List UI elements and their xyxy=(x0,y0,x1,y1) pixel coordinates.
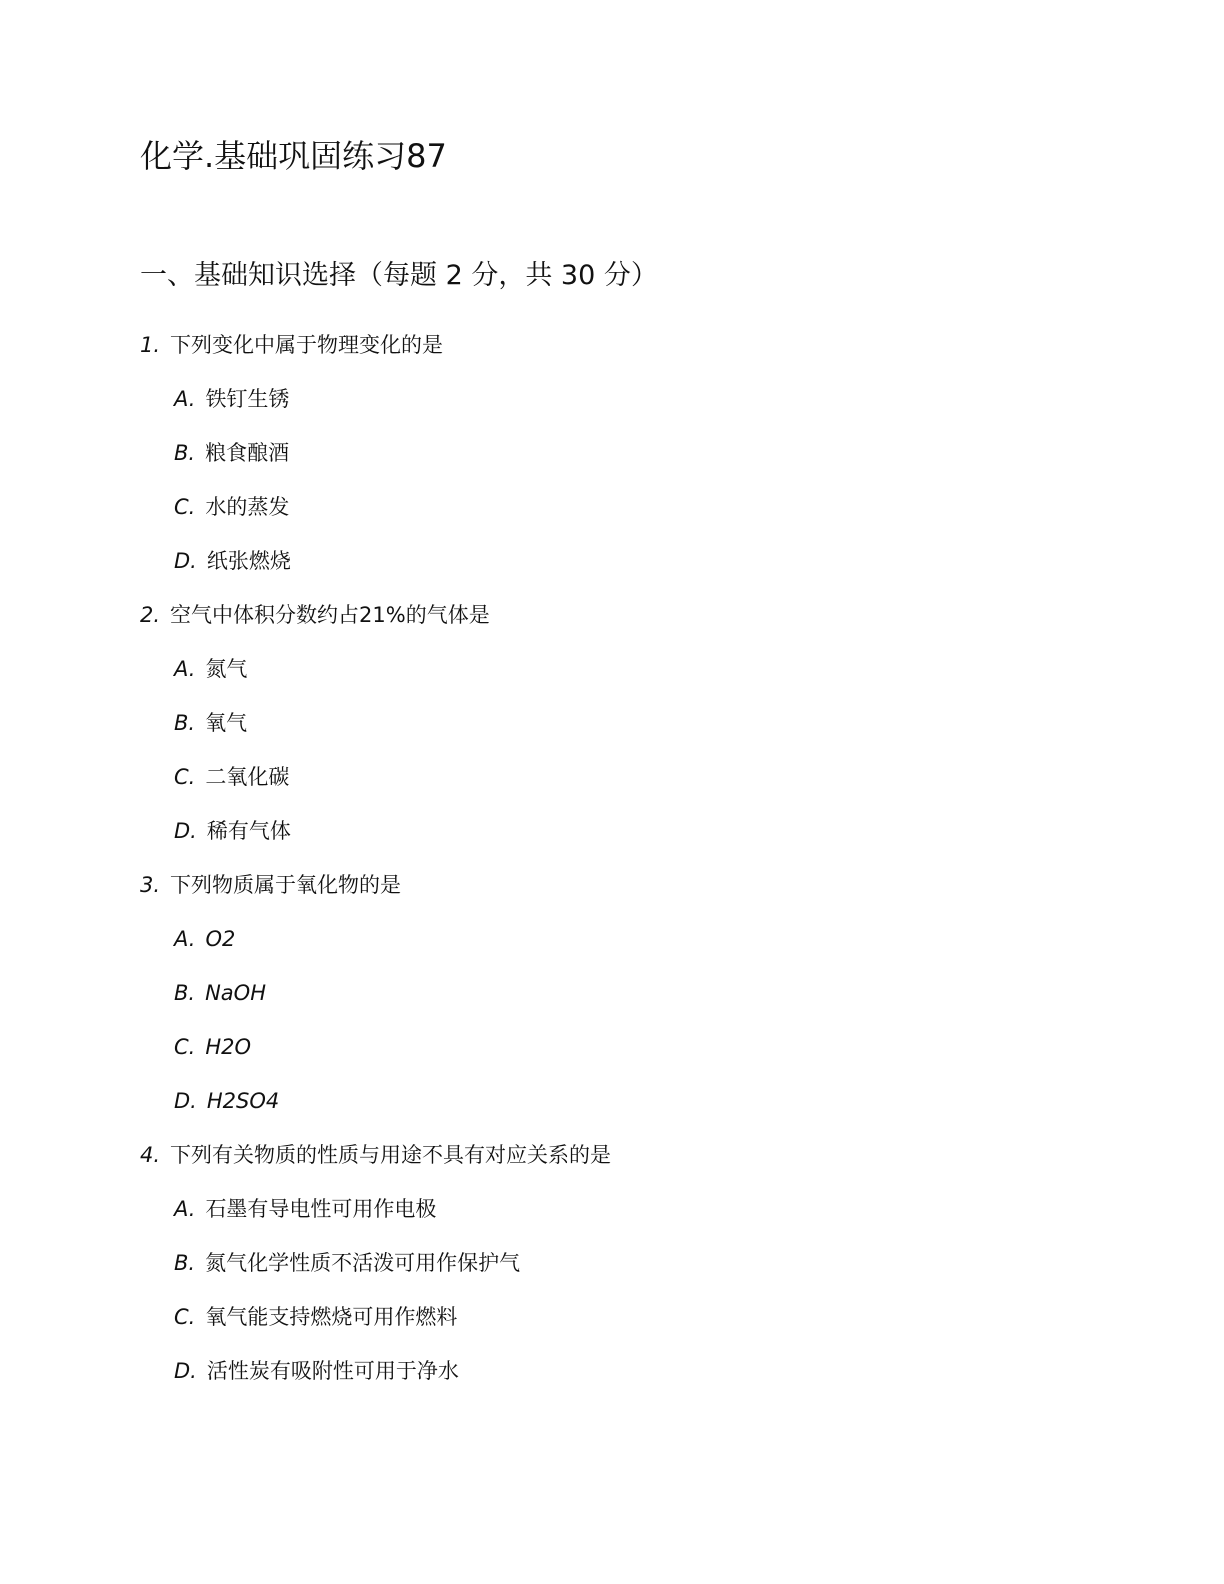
option-text: 活性炭有吸附性可用于净水 xyxy=(206,1359,459,1383)
question-3-option-d xyxy=(140,1074,1140,1128)
question-number: 4. xyxy=(140,1143,161,1167)
option-text: 氧气 xyxy=(205,711,248,735)
question-2 xyxy=(140,588,1140,642)
option-letter: C. xyxy=(174,1305,196,1329)
option-letter: D. xyxy=(174,1359,197,1383)
question-list xyxy=(140,318,1140,1398)
option-text: 稀有气体 xyxy=(206,819,291,843)
option-text: O2 xyxy=(205,927,236,951)
question-text: 下列有关物质的性质与用途不具有对应关系的是 xyxy=(170,1143,612,1167)
section-heading: 一、基础知识选择（每题 2 分，共 30 分） xyxy=(140,260,658,291)
question-text: 下列物质属于氧化物的是 xyxy=(170,873,402,897)
question-2-option-b xyxy=(140,696,1140,750)
option-letter: B. xyxy=(174,981,196,1005)
question-text: 下列变化中属于物理变化的是 xyxy=(170,333,444,357)
option-text: 氧气能支持燃烧可用作燃料 xyxy=(205,1305,458,1329)
document-title: 化学.基础巩固练习87 xyxy=(140,137,447,175)
question-1-option-a xyxy=(140,372,1140,426)
option-letter: A. xyxy=(174,657,196,681)
option-letter: B. xyxy=(174,1251,196,1275)
question-2-option-d xyxy=(140,804,1140,858)
question-2-option-a xyxy=(140,642,1140,696)
option-text: 铁钉生锈 xyxy=(205,387,290,411)
option-letter: B. xyxy=(174,441,196,465)
question-4-option-c xyxy=(140,1290,1140,1344)
question-2-option-c xyxy=(140,750,1140,804)
option-text: 纸张燃烧 xyxy=(206,549,291,573)
option-letter: A. xyxy=(174,1197,196,1221)
question-1-option-d xyxy=(140,534,1140,588)
question-number: 1. xyxy=(140,333,161,357)
option-text: H2O xyxy=(205,1035,252,1059)
option-text: 粮食酿酒 xyxy=(205,441,290,465)
option-letter: B. xyxy=(174,711,196,735)
option-letter: D. xyxy=(174,819,197,843)
question-4-option-b xyxy=(140,1236,1140,1290)
option-letter: D. xyxy=(174,1089,197,1113)
question-text: 空气中体积分数约占21%的气体是 xyxy=(170,603,490,627)
option-text: 石墨有导电性可用作电极 xyxy=(205,1197,437,1221)
option-letter: C. xyxy=(174,765,196,789)
question-4-option-a xyxy=(140,1182,1140,1236)
question-1-option-c xyxy=(140,480,1140,534)
question-3-option-a xyxy=(140,912,1140,966)
option-text: NaOH xyxy=(205,981,266,1005)
question-3 xyxy=(140,858,1140,912)
option-letter: C. xyxy=(174,495,196,519)
question-3-option-b xyxy=(140,966,1140,1020)
question-1-option-b xyxy=(140,426,1140,480)
option-letter: A. xyxy=(174,927,196,951)
option-text: 二氧化碳 xyxy=(205,765,290,789)
option-letter: D. xyxy=(174,549,197,573)
question-number: 2. xyxy=(140,603,161,627)
question-4-option-d xyxy=(140,1344,1140,1398)
option-text: 氮气化学性质不活泼可用作保护气 xyxy=(205,1251,521,1275)
option-text: H2SO4 xyxy=(206,1089,280,1113)
question-1 xyxy=(140,318,1140,372)
option-letter: C. xyxy=(174,1035,196,1059)
option-letter: A. xyxy=(174,387,196,411)
option-text: 水的蒸发 xyxy=(205,495,290,519)
question-number: 3. xyxy=(140,873,161,897)
question-4 xyxy=(140,1128,1140,1182)
question-3-option-c xyxy=(140,1020,1140,1074)
option-text: 氮气 xyxy=(205,657,248,681)
